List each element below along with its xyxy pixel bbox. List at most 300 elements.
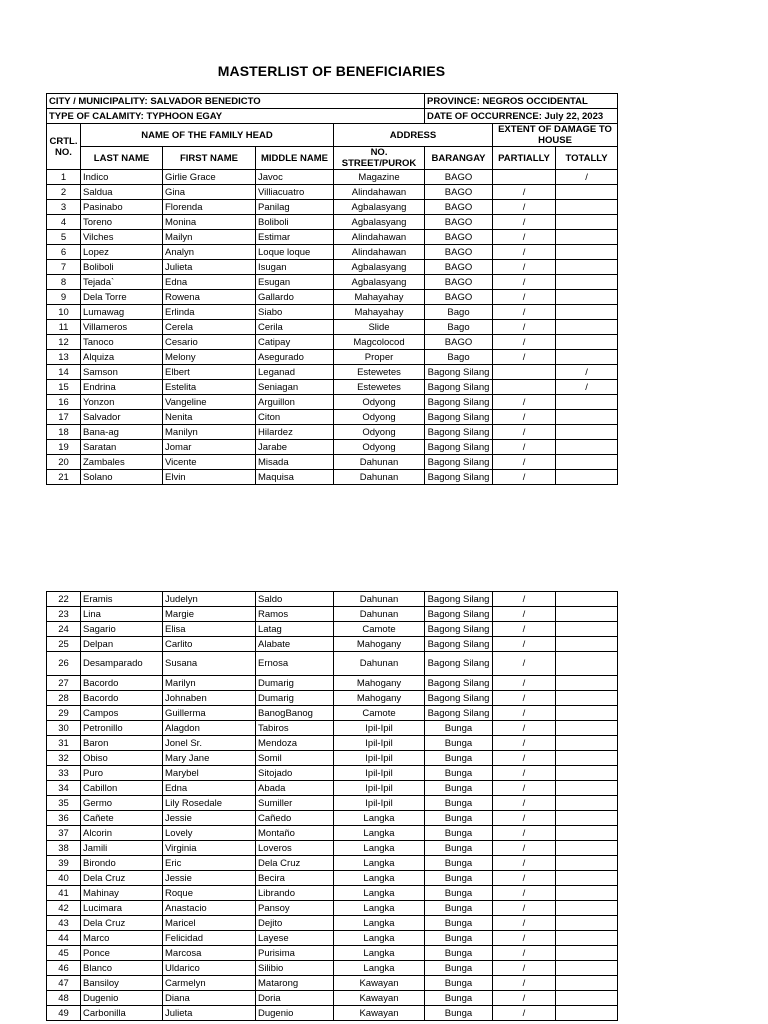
middle-name-cell: Somil [256,751,334,766]
barangay-cell: Bagong Silang [425,365,493,380]
street-cell: Mahayahay [334,305,425,320]
last-name-cell: Pasinabo [81,200,163,215]
middle-name-cell: Leganad [256,365,334,380]
last-name-cell: Lopez [81,245,163,260]
table-row [47,886,618,901]
first-name-cell: Lovely [163,826,256,841]
middle-name-cell: Javoc [256,170,334,185]
partially-cell: / [493,637,556,652]
table-row [47,676,618,691]
totally-cell [556,781,618,796]
street-cell: Langka [334,841,425,856]
last-name-cell: Marco [81,931,163,946]
table-row [47,607,618,622]
barangay-cell: Bagong Silang [425,607,493,622]
middle-name-cell: Estimar [256,230,334,245]
table-row [47,826,618,841]
barangay-cell: BAGO [425,260,493,275]
barangay-cell: Bagong Silang [425,691,493,706]
totally-cell [556,901,618,916]
first-name-cell: Alagdon [163,721,256,736]
partially-cell: / [493,350,556,365]
first-name-cell: Jomar [163,440,256,455]
last-name-cell: Jamili [81,841,163,856]
middle-name-cell: Latag [256,622,334,637]
barangay-cell: Bagong Silang [425,706,493,721]
last-name-cell: Ponce [81,946,163,961]
partially-cell: / [493,841,556,856]
crtl-no-cell: 3 [47,200,81,215]
totally-cell [556,350,618,365]
totally-cell [556,470,618,485]
middle-name-cell: Gallardo [256,290,334,305]
barangay-cell: BAGO [425,290,493,305]
crtl-no-cell: 22 [47,592,81,607]
first-name-cell: Cesario [163,335,256,350]
totally-cell [556,796,618,811]
street-cell: Ipil-Ipil [334,766,425,781]
table-row [47,350,618,365]
barangay-cell: Bagong Silang [425,637,493,652]
totally-cell [556,976,618,991]
crtl-no-cell: 4 [47,215,81,230]
crtl-no-cell: 36 [47,811,81,826]
table-row [47,470,618,485]
partially-cell: / [493,916,556,931]
street-cell: Magcolocod [334,335,425,350]
last-name-cell: Dela Cruz [81,916,163,931]
street-cell: Dahunan [334,652,425,676]
street-cell: Alindahawan [334,230,425,245]
partially-cell: / [493,961,556,976]
table-row [47,751,618,766]
street-cell: Dahunan [334,592,425,607]
middle-name-cell: Panilag [256,200,334,215]
table-row [47,841,618,856]
crtl-no-cell: 26 [47,652,81,676]
middle-name-cell: Misada [256,455,334,470]
crtl-no-cell: 28 [47,691,81,706]
col-first-name: FIRST NAME [163,147,256,170]
first-name-cell: Marilyn [163,676,256,691]
barangay-cell: Bagong Silang [425,395,493,410]
middle-name-cell: Tabiros [256,721,334,736]
totally-cell [556,320,618,335]
first-name-cell: Diana [163,991,256,1006]
table-row [47,736,618,751]
street-cell: Kawayan [334,991,425,1006]
barangay-cell: Bunga [425,781,493,796]
crtl-no-cell: 6 [47,245,81,260]
street-cell: Ipil-Ipil [334,721,425,736]
table-row [47,290,618,305]
street-cell: Magazine [334,170,425,185]
last-name-cell: Saratan [81,440,163,455]
first-name-cell: Guillerma [163,706,256,721]
crtl-no-cell: 37 [47,826,81,841]
partially-cell: / [493,826,556,841]
crtl-no-cell: 11 [47,320,81,335]
first-name-cell: Marybel [163,766,256,781]
street-cell: Odyong [334,395,425,410]
totally-cell [556,766,618,781]
partially-cell: / [493,721,556,736]
first-name-cell: Jonel Sr. [163,736,256,751]
totally-cell [556,652,618,676]
street-cell: Langka [334,856,425,871]
table-row [47,335,618,350]
totally-cell [556,592,618,607]
totally-cell [556,440,618,455]
last-name-cell: Carbonilla [81,1006,163,1021]
barangay-cell: Bunga [425,871,493,886]
street-cell: Langka [334,826,425,841]
totally-cell [556,410,618,425]
barangay-cell: Bunga [425,721,493,736]
last-name-cell: Yonzon [81,395,163,410]
col-last-name: LAST NAME [81,147,163,170]
crtl-no-cell: 30 [47,721,81,736]
middle-name-cell: Abada [256,781,334,796]
crtl-no-cell: 1 [47,170,81,185]
last-name-cell: Mahinay [81,886,163,901]
barangay-cell: Bagong Silang [425,622,493,637]
table-row [47,592,618,607]
barangay-cell: Bunga [425,976,493,991]
first-name-cell: Jessie [163,871,256,886]
totally-cell [556,676,618,691]
totally-cell [556,841,618,856]
totally-cell [556,691,618,706]
col-street: NO. STREET/PUROK [334,147,425,170]
first-name-cell: Nenita [163,410,256,425]
street-cell: Mahogany [334,637,425,652]
last-name-cell: Cabillon [81,781,163,796]
barangay-cell: Bagong Silang [425,440,493,455]
last-name-cell: Indico [81,170,163,185]
first-name-cell: Susana [163,652,256,676]
table-row [47,365,618,380]
table-row [47,991,618,1006]
barangay-cell: Bagong Silang [425,410,493,425]
barangay-cell: Bunga [425,961,493,976]
totally-cell [556,425,618,440]
table-row [47,320,618,335]
totally-cell [556,886,618,901]
barangay-cell: Bagong Silang [425,592,493,607]
street-cell: Langka [334,916,425,931]
middle-name-cell: Matarong [256,976,334,991]
barangay-cell: Bago [425,320,493,335]
partially-cell: / [493,185,556,200]
last-name-cell: Boliboli [81,260,163,275]
barangay-cell: BAGO [425,200,493,215]
partially-cell: / [493,991,556,1006]
first-name-cell: Mailyn [163,230,256,245]
middle-name-cell: Silibio [256,961,334,976]
partially-cell: / [493,470,556,485]
barangay-cell: Bagong Silang [425,470,493,485]
crtl-no-cell: 9 [47,290,81,305]
first-name-cell: Maricel [163,916,256,931]
first-name-cell: Carlito [163,637,256,652]
barangay-cell: Bunga [425,736,493,751]
street-cell: Agbalasyang [334,275,425,290]
street-cell: Estewetes [334,365,425,380]
middle-name-cell: Becira [256,871,334,886]
table-row [47,931,618,946]
totally-cell [556,230,618,245]
barangay-cell: Bago [425,350,493,365]
crtl-no-cell: 15 [47,380,81,395]
barangay-cell: BAGO [425,245,493,260]
street-cell: Odyong [334,410,425,425]
table-row [47,856,618,871]
totally-cell [556,335,618,350]
middle-name-cell: Citon [256,410,334,425]
street-cell: Mahayahay [334,290,425,305]
partially-cell: / [493,245,556,260]
totally-cell [556,946,618,961]
crtl-no-cell: 32 [47,751,81,766]
table-row [47,901,618,916]
street-cell: Ipil-Ipil [334,796,425,811]
totally-cell [556,607,618,622]
totally-cell [556,215,618,230]
street-cell: Dahunan [334,470,425,485]
partially-cell [493,365,556,380]
middle-name-cell: Saldo [256,592,334,607]
barangay-cell: Bunga [425,991,493,1006]
middle-name-cell: Isugan [256,260,334,275]
barangay-cell: BAGO [425,170,493,185]
table-row [47,976,618,991]
middle-name-cell: Dugenio [256,1006,334,1021]
middle-name-cell: Boliboli [256,215,334,230]
partially-cell: / [493,796,556,811]
first-name-cell: Cerela [163,320,256,335]
table-row [47,260,618,275]
middle-name-cell: Loque loque [256,245,334,260]
partially-cell: / [493,691,556,706]
totally-cell [556,455,618,470]
last-name-cell: Delpan [81,637,163,652]
province: PROVINCE: NEGROS OCCIDENTAL [425,94,618,109]
crtl-no-cell: 45 [47,946,81,961]
crtl-no-cell: 20 [47,455,81,470]
barangay-cell: BAGO [425,275,493,290]
first-name-cell: Vangeline [163,395,256,410]
partially-cell: / [493,676,556,691]
last-name-cell: Germo [81,796,163,811]
col-address-group: ADDRESS [334,124,493,147]
last-name-cell: Alquiza [81,350,163,365]
barangay-cell: BAGO [425,215,493,230]
partially-cell: / [493,275,556,290]
table-row [47,410,618,425]
partially-cell: / [493,305,556,320]
middle-name-cell: Dumarig [256,691,334,706]
col-middle-name: MIDDLE NAME [256,147,334,170]
crtl-no-cell: 2 [47,185,81,200]
last-name-cell: Alcorin [81,826,163,841]
partially-cell: / [493,652,556,676]
partially-cell: / [493,260,556,275]
last-name-cell: Dela Cruz [81,871,163,886]
partially-cell: / [493,1006,556,1021]
crtl-no-cell: 16 [47,395,81,410]
middle-name-cell: Loveros [256,841,334,856]
beneficiaries-table-2 [46,591,618,1021]
first-name-cell: Julieta [163,260,256,275]
middle-name-cell: Pansoy [256,901,334,916]
street-cell: Langka [334,961,425,976]
table-row [47,796,618,811]
totally-cell [556,811,618,826]
middle-name-cell: Montaño [256,826,334,841]
last-name-cell: Blanco [81,961,163,976]
street-cell: Agbalasyang [334,215,425,230]
crtl-no-cell: 46 [47,961,81,976]
crtl-no-cell: 33 [47,766,81,781]
table-row [47,380,618,395]
partially-cell: / [493,607,556,622]
partially-cell [493,170,556,185]
table-row [47,916,618,931]
middle-name-cell: Cañedo [256,811,334,826]
last-name-cell: Tejada` [81,275,163,290]
street-cell: Ipil-Ipil [334,736,425,751]
partially-cell: / [493,946,556,961]
street-cell: Langka [334,946,425,961]
barangay-cell: Bagong Silang [425,380,493,395]
partially-cell: / [493,766,556,781]
middle-name-cell: Alabate [256,637,334,652]
date-of-occurrence: DATE OF OCCURRENCE: July 22, 2023 [425,109,618,124]
totally-cell [556,961,618,976]
crtl-no-cell: 10 [47,305,81,320]
crtl-no-cell: 23 [47,607,81,622]
barangay-cell: Bunga [425,826,493,841]
totally-cell: / [556,365,618,380]
totally-cell [556,721,618,736]
crtl-no-cell: 34 [47,781,81,796]
barangay-cell: Bunga [425,766,493,781]
barangay-cell: Bago [425,305,493,320]
totally-cell [556,275,618,290]
totally-cell [556,856,618,871]
first-name-cell: Girlie Grace [163,170,256,185]
partially-cell: / [493,410,556,425]
last-name-cell: Dela Torre [81,290,163,305]
middle-name-cell: Librando [256,886,334,901]
street-cell: Camote [334,706,425,721]
calamity-type: TYPE OF CALAMITY: TYPHOON EGAY [47,109,425,124]
crtl-no-cell: 44 [47,931,81,946]
table-row [47,652,618,676]
last-name-cell: Zambales [81,455,163,470]
table-row [47,455,618,470]
first-name-cell: Roque [163,886,256,901]
partially-cell: / [493,395,556,410]
table-row [47,961,618,976]
table-row [47,637,618,652]
table-row [47,395,618,410]
street-cell: Estewetes [334,380,425,395]
table-row [47,305,618,320]
street-cell: Kawayan [334,976,425,991]
first-name-cell: Lily Rosedale [163,796,256,811]
street-cell: Camote [334,622,425,637]
first-name-cell: Jessie [163,811,256,826]
col-name-group: NAME OF THE FAMILY HEAD [81,124,334,147]
crtl-no-cell: 38 [47,841,81,856]
crtl-no-cell: 47 [47,976,81,991]
first-name-cell: Monina [163,215,256,230]
middle-name-cell: Seniagan [256,380,334,395]
col-damage-group: EXTENT OF DAMAGE TO HOUSE [493,124,618,147]
crtl-no-cell: 17 [47,410,81,425]
middle-name-cell: Siabo [256,305,334,320]
street-cell: Proper [334,350,425,365]
last-name-cell: Bansiloy [81,976,163,991]
middle-name-cell: Catipay [256,335,334,350]
partially-cell: / [493,455,556,470]
middle-name-cell: Villiacuatro [256,185,334,200]
last-name-cell: Dugenio [81,991,163,1006]
street-cell: Langka [334,931,425,946]
first-name-cell: Gina [163,185,256,200]
last-name-cell: Petronillo [81,721,163,736]
last-name-cell: Desamparado [81,652,163,676]
barangay-cell: Bunga [425,841,493,856]
table-row [47,811,618,826]
crtl-no-cell: 5 [47,230,81,245]
barangay-cell: Bagong Silang [425,455,493,470]
last-name-cell: Birondo [81,856,163,871]
last-name-cell: Cañete [81,811,163,826]
middle-name-cell: Sitojado [256,766,334,781]
first-name-cell: Anastacio [163,901,256,916]
partially-cell: / [493,886,556,901]
street-cell: Agbalasyang [334,200,425,215]
crtl-no-cell: 13 [47,350,81,365]
partially-cell [493,380,556,395]
table-row [47,1006,618,1021]
totally-cell [556,871,618,886]
partially-cell: / [493,290,556,305]
middle-name-cell: Dejito [256,916,334,931]
first-name-cell: Melony [163,350,256,365]
street-cell: Ipil-Ipil [334,781,425,796]
totally-cell: / [556,170,618,185]
last-name-cell: Solano [81,470,163,485]
barangay-cell: Bunga [425,751,493,766]
partially-cell: / [493,230,556,245]
street-cell: Kawayan [334,1006,425,1021]
street-cell: Langka [334,811,425,826]
crtl-no-cell: 18 [47,425,81,440]
first-name-cell: Florenda [163,200,256,215]
street-cell: Odyong [334,440,425,455]
barangay-cell: Bunga [425,931,493,946]
barangay-cell: Bunga [425,946,493,961]
middle-name-cell: Hilardez [256,425,334,440]
barangay-cell: Bunga [425,916,493,931]
middle-name-cell: Dumarig [256,676,334,691]
crtl-no-cell: 12 [47,335,81,350]
last-name-cell: Obiso [81,751,163,766]
